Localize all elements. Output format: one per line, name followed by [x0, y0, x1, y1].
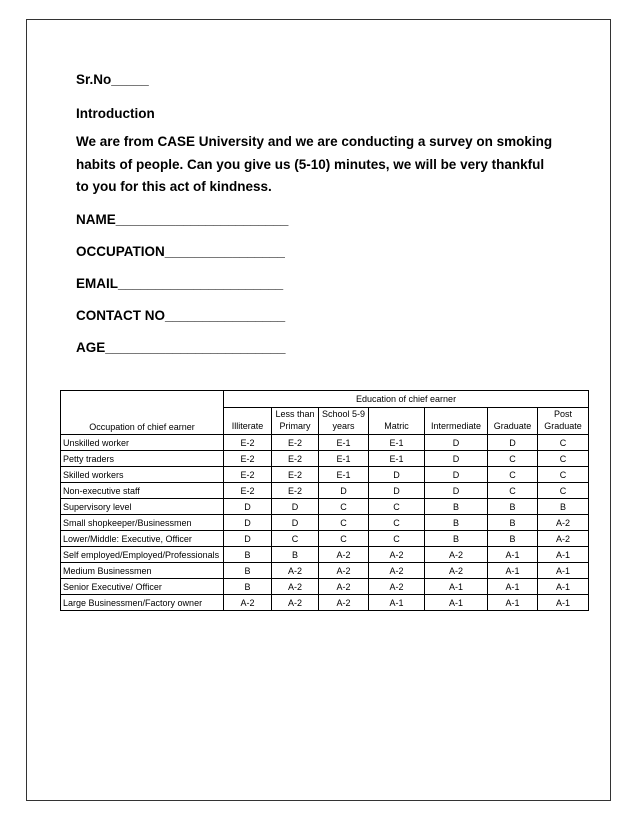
table-row — [61, 531, 589, 547]
class-cell: A-2 — [369, 579, 425, 595]
class-cell: E-1 — [369, 451, 425, 467]
class-cell: A-2 — [369, 547, 425, 563]
class-cell: B — [272, 547, 319, 563]
class-cell: C — [319, 515, 369, 531]
education-occupation-table — [60, 390, 589, 611]
occupation-column-header: Occupation of chief earner — [61, 391, 224, 435]
table-body — [61, 435, 589, 611]
class-cell: E-1 — [319, 467, 369, 483]
column-header-line: Illiterate — [231, 421, 264, 431]
class-cell: A-2 — [319, 547, 369, 563]
class-cell: A-2 — [224, 595, 272, 611]
class-cell: C — [272, 531, 319, 547]
education-column-header — [272, 408, 319, 435]
education-column-header — [488, 408, 538, 435]
occupation-cell: Self employed/Employed/Professionals — [61, 547, 224, 563]
class-cell: A-1 — [538, 579, 589, 595]
occupation-cell: Supervisory level — [61, 499, 224, 515]
class-cell: A-2 — [538, 531, 589, 547]
class-cell: D — [319, 483, 369, 499]
intro-heading: Introduction — [76, 106, 155, 121]
class-cell: B — [488, 499, 538, 515]
education-column-header — [538, 408, 589, 435]
class-cell: A-1 — [488, 579, 538, 595]
column-header-line: Intermediate — [430, 421, 482, 431]
class-cell: E-1 — [319, 435, 369, 451]
class-cell: E-2 — [272, 451, 319, 467]
table-row — [61, 483, 589, 499]
class-cell: D — [224, 515, 272, 531]
occupation-cell: Lower/Middle: Executive, Officer — [61, 531, 224, 547]
class-cell: C — [538, 483, 589, 499]
class-cell: E-2 — [224, 467, 272, 483]
class-cell: D — [272, 515, 319, 531]
class-cell: E-2 — [224, 483, 272, 499]
class-cell: C — [488, 451, 538, 467]
class-cell: B — [224, 579, 272, 595]
table-row — [61, 515, 589, 531]
occupation-cell: Unskilled worker — [61, 435, 224, 451]
class-cell: B — [488, 531, 538, 547]
occupation-cell: Petty traders — [61, 451, 224, 467]
class-cell: A-1 — [425, 579, 488, 595]
email-field[interactable]: EMAIL______________________ — [76, 276, 284, 291]
education-group-header: Education of chief earner — [224, 391, 589, 408]
class-cell: C — [488, 483, 538, 499]
class-cell: C — [369, 515, 425, 531]
class-cell: C — [319, 531, 369, 547]
class-cell: C — [538, 435, 589, 451]
class-cell: A-1 — [538, 563, 589, 579]
class-cell: C — [319, 499, 369, 515]
class-cell: C — [488, 467, 538, 483]
class-cell: D — [272, 499, 319, 515]
class-cell: A-1 — [369, 595, 425, 611]
contact-no-field[interactable]: CONTACT NO________________ — [76, 308, 286, 323]
class-cell: A-1 — [488, 563, 538, 579]
intro-text: We are from CASE University and we are conducting a survey on smoking habits of people. Can you give us (5-10) minutes, we will be very thankful to you for this act of kindness. — [76, 134, 553, 194]
class-cell: A-2 — [319, 595, 369, 611]
class-cell: E-2 — [224, 435, 272, 451]
table-row — [61, 467, 589, 483]
class-cell: B — [488, 515, 538, 531]
table-row — [61, 579, 589, 595]
class-cell: D — [425, 467, 488, 483]
occupation-cell: Skilled workers — [61, 467, 224, 483]
class-cell: A-1 — [538, 595, 589, 611]
class-cell: B — [425, 499, 488, 515]
class-cell: D — [369, 467, 425, 483]
class-cell: D — [425, 435, 488, 451]
class-cell: E-1 — [369, 435, 425, 451]
occupation-cell: Non-executive staff — [61, 483, 224, 499]
occupation-cell: Medium Businessmen — [61, 563, 224, 579]
table-row — [61, 595, 589, 611]
class-cell: A-1 — [488, 595, 538, 611]
class-cell: E-2 — [272, 483, 319, 499]
class-cell: E-2 — [272, 467, 319, 483]
table-row — [61, 563, 589, 579]
class-cell: A-2 — [369, 563, 425, 579]
class-cell: B — [538, 499, 589, 515]
column-header-line: years — [332, 421, 355, 431]
class-cell: A-2 — [538, 515, 589, 531]
class-cell: A-2 — [272, 563, 319, 579]
table-row — [61, 435, 589, 451]
table-row — [61, 499, 589, 515]
occupation-cell: Large Businessmen/Factory owner — [61, 595, 224, 611]
occupation-cell: Small shopkeeper/Businessmen — [61, 515, 224, 531]
class-cell: D — [224, 531, 272, 547]
table-row — [61, 451, 589, 467]
column-header-line: Graduate — [493, 421, 532, 431]
class-cell: B — [224, 563, 272, 579]
education-column-header — [319, 408, 369, 435]
class-cell: D — [425, 451, 488, 467]
class-cell: B — [425, 531, 488, 547]
class-cell: A-2 — [425, 547, 488, 563]
class-cell: A-2 — [425, 563, 488, 579]
class-cell: C — [538, 451, 589, 467]
class-cell: A-1 — [425, 595, 488, 611]
class-cell: C — [538, 467, 589, 483]
education-column-header — [369, 408, 425, 435]
class-cell: A-1 — [488, 547, 538, 563]
column-header-line: Primary — [279, 421, 311, 431]
column-header-line: Matric — [384, 421, 409, 431]
class-cell: A-1 — [538, 547, 589, 563]
class-cell: E-1 — [319, 451, 369, 467]
class-cell: D — [369, 483, 425, 499]
class-cell: B — [224, 547, 272, 563]
serial-number[interactable]: Sr.No_____ — [76, 72, 149, 87]
class-cell: A-2 — [272, 579, 319, 595]
class-cell: D — [488, 435, 538, 451]
education-column-header — [425, 408, 488, 435]
class-cell: A-2 — [272, 595, 319, 611]
column-header-line: Less than — [275, 409, 315, 419]
class-cell: D — [425, 483, 488, 499]
class-cell: E-2 — [224, 451, 272, 467]
education-column-header — [224, 408, 272, 435]
occupation-field[interactable]: OCCUPATION________________ — [76, 244, 285, 259]
class-cell: A-2 — [319, 579, 369, 595]
column-header-line: Graduate — [544, 421, 582, 431]
occupation-cell: Senior Executive/ Officer — [61, 579, 224, 595]
class-cell: B — [425, 515, 488, 531]
name-field[interactable]: NAME_______________________ — [76, 212, 289, 227]
class-cell: A-2 — [319, 563, 369, 579]
class-cell: C — [369, 499, 425, 515]
class-cell: C — [369, 531, 425, 547]
table-row — [61, 547, 589, 563]
age-field[interactable]: AGE________________________ — [76, 340, 286, 355]
column-header-line: Post — [554, 409, 573, 419]
class-cell: E-2 — [272, 435, 319, 451]
class-cell: D — [224, 499, 272, 515]
column-header-line: School 5-9 — [321, 409, 366, 419]
